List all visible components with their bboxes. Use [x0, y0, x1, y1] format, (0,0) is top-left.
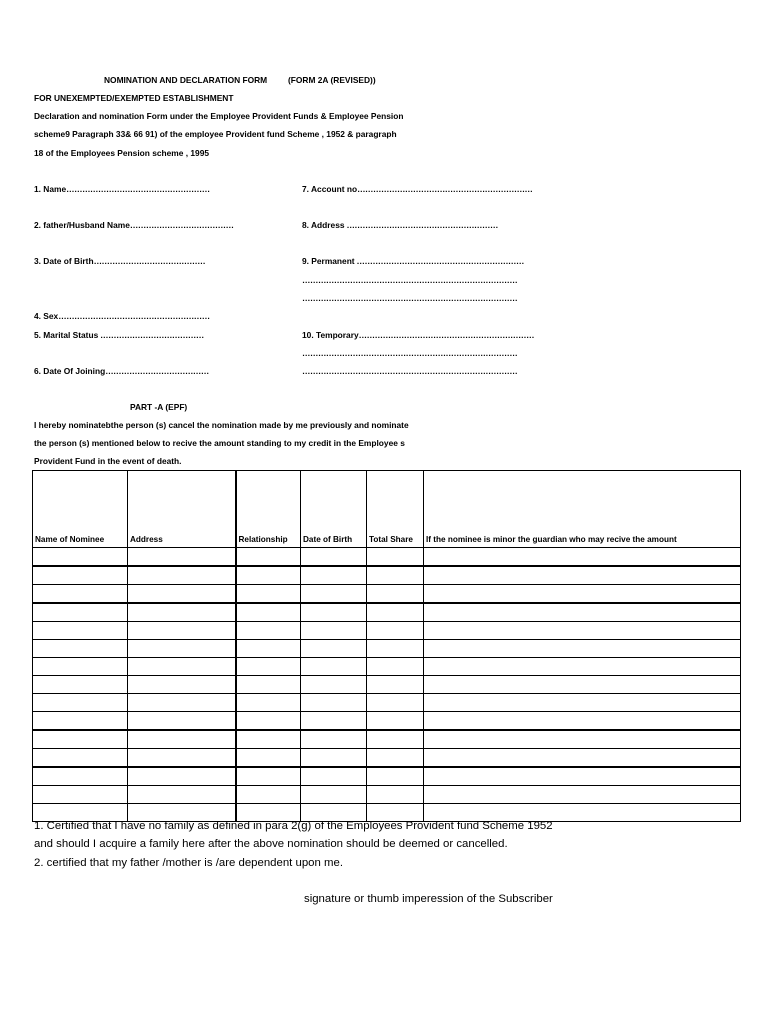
intro-line-3: 18 of the Employees Pension scheme , 1995 — [34, 148, 210, 158]
table-cell[interactable] — [236, 786, 301, 804]
table-cell[interactable] — [33, 712, 128, 731]
table-cell[interactable] — [367, 603, 424, 622]
table-cell[interactable] — [367, 622, 424, 640]
permanent-address-blank-line-2[interactable]: ……………………………………………………………………… — [302, 275, 518, 285]
table-cell[interactable] — [367, 712, 424, 731]
table-cell[interactable] — [33, 676, 128, 694]
table-cell[interactable] — [128, 622, 236, 640]
table-cell[interactable] — [367, 786, 424, 804]
table-cell[interactable] — [128, 585, 236, 604]
table-cell[interactable] — [367, 548, 424, 567]
table-cell[interactable] — [367, 749, 424, 768]
part-a-text-line-3: Provident Fund in the event of death. — [34, 456, 182, 466]
form-title: NOMINATION AND DECLARATION FORM — [104, 75, 268, 85]
table-cell[interactable] — [33, 566, 128, 585]
table-cell[interactable] — [424, 548, 741, 567]
header-address: Address — [128, 471, 236, 548]
table-row — [33, 767, 741, 786]
account-no-field[interactable] — [302, 184, 533, 194]
table-cell[interactable] — [367, 767, 424, 786]
table-cell[interactable] — [367, 730, 424, 749]
table-cell[interactable] — [33, 786, 128, 804]
table-cell[interactable] — [424, 585, 741, 604]
account-no-label: 7. Account no — [302, 184, 358, 194]
part-a-title: PART -A (EPF) — [130, 402, 188, 412]
table-cell[interactable] — [236, 548, 301, 567]
permanent-address-blank-line-3[interactable]: ……………………………………………………………………… — [302, 293, 518, 303]
sex-label: 4. Sex — [34, 311, 59, 321]
table-cell[interactable] — [33, 694, 128, 712]
table-cell[interactable] — [128, 676, 236, 694]
table-cell[interactable] — [301, 622, 367, 640]
table-row — [33, 603, 741, 622]
table-row — [33, 658, 741, 676]
table-cell[interactable] — [128, 786, 236, 804]
header-relationship: Relationship — [236, 471, 301, 548]
table-row — [33, 694, 741, 712]
table-cell[interactable] — [301, 585, 367, 604]
date-of-birth-label: 3. Date of Birth — [34, 256, 94, 266]
table-cell[interactable] — [33, 603, 128, 622]
table-cell[interactable] — [236, 658, 301, 676]
table-cell[interactable] — [424, 786, 741, 804]
table-header-row — [33, 471, 741, 548]
table-cell[interactable] — [236, 712, 301, 731]
date-of-joining-label: 6. Date Of Joining — [34, 366, 106, 376]
table-cell[interactable] — [424, 640, 741, 658]
table-cell[interactable] — [301, 730, 367, 749]
table-row — [33, 786, 741, 804]
father-husband-name-label: 2. father/Husband Name — [34, 220, 130, 230]
table-cell[interactable] — [367, 694, 424, 712]
header-name-of-nominee: Name of Nominee — [33, 471, 128, 548]
table-cell[interactable] — [33, 548, 128, 567]
certification-line-3: 2. certified that my father /mother is /are dependent upon me. — [34, 857, 343, 869]
table-cell[interactable] — [33, 622, 128, 640]
permanent-address-blank-line: ……………………………………………………… — [354, 256, 525, 266]
table-row — [33, 676, 741, 694]
table-cell[interactable] — [128, 658, 236, 676]
table-cell[interactable] — [367, 676, 424, 694]
table-cell[interactable] — [424, 676, 741, 694]
table-cell[interactable] — [424, 767, 741, 786]
table-cell[interactable] — [236, 603, 301, 622]
table-cell[interactable] — [128, 548, 236, 567]
address-blank-line: ………………………………………………… — [344, 220, 498, 230]
table-row — [33, 548, 741, 567]
table-cell[interactable] — [236, 767, 301, 786]
table-cell[interactable] — [367, 658, 424, 676]
temporary-address-blank-line-2[interactable]: ……………………………………………………………………… — [302, 348, 518, 358]
table-cell[interactable] — [236, 676, 301, 694]
intro-line-2: scheme9 Paragraph 33& 66 91) of the employee Provident fund Scheme , 1952 & paragraph — [34, 129, 397, 139]
address-field[interactable] — [302, 220, 498, 230]
table-cell[interactable] — [301, 658, 367, 676]
table-cell[interactable] — [128, 749, 236, 768]
table-cell[interactable] — [424, 603, 741, 622]
table-row — [33, 712, 741, 731]
table-cell[interactable] — [128, 712, 236, 731]
intro-line-1: Declaration and nomination Form under the Employee Provident Funds & Employee Pension — [34, 111, 404, 121]
table-cell[interactable] — [301, 749, 367, 768]
part-a-text-line-2: the person (s) mentioned below to recive the amount standing to my credit in the Employee s — [34, 438, 405, 448]
signature-label: signature or thumb imperession of the Subscriber — [304, 893, 553, 905]
table-cell[interactable] — [33, 658, 128, 676]
permanent-address-field[interactable] — [302, 256, 524, 266]
name-field[interactable] — [34, 184, 210, 194]
table-row — [33, 749, 741, 768]
table-cell[interactable] — [128, 694, 236, 712]
table-row — [33, 585, 741, 604]
table-cell[interactable] — [236, 730, 301, 749]
part-a-text-line-1: I hereby nominatebthe person (s) cancel the nomination made by me previously and nominate — [34, 420, 409, 430]
establishment-type: FOR UNEXEMPTED/EXEMPTED ESTABLISHMENT — [34, 93, 234, 103]
header-total-share: Total Share — [367, 471, 424, 548]
table-cell[interactable] — [236, 640, 301, 658]
temporary-address-blank-line: ………………………………………………………… — [358, 330, 535, 340]
table-row — [33, 730, 741, 749]
certification-line-1: 1. Certified that I have no family as defined in para 2(g) of the Employees Provident fund Scheme 1952 — [34, 820, 553, 832]
table-cell[interactable] — [128, 640, 236, 658]
date-of-joining-field[interactable] — [34, 366, 209, 376]
father-husband-name-field[interactable] — [34, 220, 234, 230]
table-cell[interactable] — [367, 566, 424, 585]
father-husband-name-blank-line: ………………………………… — [129, 220, 234, 230]
table-cell[interactable] — [33, 767, 128, 786]
table-row — [33, 640, 741, 658]
table-cell[interactable] — [236, 622, 301, 640]
certification-line-2: and should I acquire a family here after the above nomination should be deemed or cancelled. — [34, 838, 508, 850]
table-cell[interactable] — [33, 749, 128, 768]
table-cell[interactable] — [301, 640, 367, 658]
table-cell[interactable] — [128, 566, 236, 585]
table-cell[interactable] — [301, 566, 367, 585]
table-cell[interactable] — [301, 712, 367, 731]
table-cell[interactable] — [424, 566, 741, 585]
table-cell[interactable] — [301, 767, 367, 786]
table-cell[interactable] — [236, 694, 301, 712]
date-of-joining-blank-line: ………………………………… — [105, 366, 209, 376]
marital-status-blank-line: ………………………………… — [98, 330, 204, 340]
table-cell[interactable] — [33, 640, 128, 658]
temporary-address-blank-line-3[interactable]: ……………………………………………………………………… — [302, 366, 518, 376]
table-row — [33, 622, 741, 640]
table-cell[interactable] — [128, 730, 236, 749]
table-cell[interactable] — [236, 585, 301, 604]
table-cell[interactable] — [128, 767, 236, 786]
account-no-blank-line: ………………………………………………………… — [357, 184, 533, 194]
table-cell[interactable] — [424, 694, 741, 712]
sex-blank-line: ………………………………………………… — [58, 311, 210, 321]
permanent-address-label: 9. Permanent — [302, 256, 355, 266]
header-date-of-birth: Date of Birth — [301, 471, 367, 548]
date-of-birth-blank-line: …………………………………… — [93, 256, 206, 266]
form-code: (FORM 2A (REVISED)) — [288, 75, 376, 85]
table-cell[interactable] — [424, 712, 741, 731]
temporary-address-label: 10. Temporary — [302, 330, 359, 340]
table-cell[interactable] — [301, 786, 367, 804]
table-cell[interactable] — [367, 585, 424, 604]
table-cell[interactable] — [367, 640, 424, 658]
address-label: 8. Address — [302, 220, 345, 230]
name-label: 1. Name — [34, 184, 67, 194]
header-guardian: If the nominee is minor the guardian who may recive the amount — [424, 471, 741, 548]
nominee-table — [32, 470, 741, 822]
name-blank-line: ……………………………………………… — [66, 184, 210, 194]
table-cell[interactable] — [128, 603, 236, 622]
marital-status-field[interactable] — [34, 330, 204, 340]
marital-status-label: 5. Marital Status — [34, 330, 99, 340]
table-cell[interactable] — [236, 566, 301, 585]
table-cell[interactable] — [424, 622, 741, 640]
table-cell[interactable] — [301, 676, 367, 694]
table-row — [33, 566, 741, 585]
table-cell[interactable] — [424, 749, 741, 768]
sex-field[interactable] — [34, 311, 210, 321]
temporary-address-field[interactable] — [302, 330, 534, 340]
table-cell[interactable] — [424, 658, 741, 676]
table-cell[interactable] — [33, 730, 128, 749]
table-cell[interactable] — [301, 603, 367, 622]
date-of-birth-field[interactable] — [34, 256, 205, 266]
table-cell[interactable] — [424, 730, 741, 749]
table-cell[interactable] — [236, 749, 301, 768]
table-cell[interactable] — [301, 548, 367, 567]
table-cell[interactable] — [33, 585, 128, 604]
table-cell[interactable] — [301, 694, 367, 712]
